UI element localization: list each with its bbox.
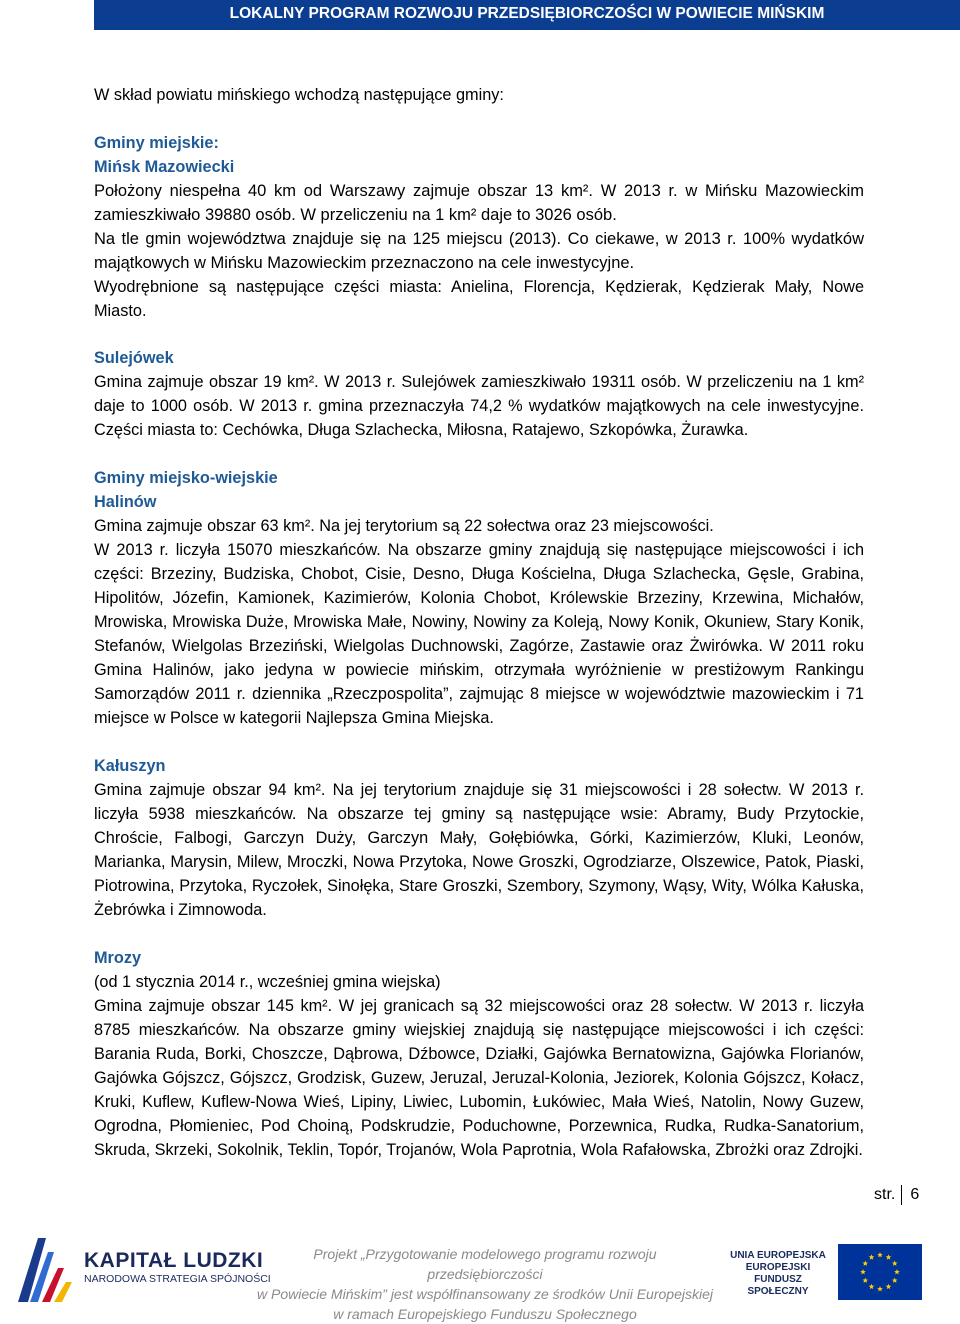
gmina-name-sulejowek: Sulejówek [94, 349, 174, 367]
kapital-ludzki-title: KAPITAŁ LUDZKI [84, 1249, 264, 1272]
gmina-name-halinow: Halinów [94, 493, 157, 511]
kapital-ludzki-text [84, 1250, 271, 1286]
section-heading-miejskie: Gminy miejskie: [94, 134, 219, 152]
header-bar [94, 0, 960, 30]
gmina-name-kaluszyn: Kałuszyn [94, 757, 166, 775]
minsk-text-3: Wyodrębnione są następujące części miasta: Anielina, Florencja, Kędzierak, Kędzierak Mały, Nowe Miasto. [94, 278, 864, 320]
section-heading-miejsko-wiejskie: Gminy miejsko-wiejskie [94, 469, 278, 487]
halinow-text-1: Gmina zajmuje obszar 63 km². Na jej terytorium są 22 sołectwa oraz 23 miejscowości. [94, 517, 714, 535]
footer [0, 1222, 960, 1322]
intro-text: W skład powiatu mińskiego wchodzą następujące gminy: [94, 86, 504, 104]
halinow-text-2: W 2013 r. liczyła 15070 mieszkańców. Na obszarze gminy znajdują się następujące miejscowości i ich części: Brzeziny, Budziska, Chobot, Cisie, Desno, Długa Kościelna, Długa Szlachecka, Gęsle, Grabina, Hipolitów, Józefin, Kamionek, Kazimierów, Kolonia Chobot, Królewskie Brzeziny, Krzewina, Michałów, Mrowiska, Mrowiska Duże, Mrowiska Małe, Nowiny, Nowiny za Koleją, Nowy Konik, Okuniew, Stary Konik, Stefanów, Wielgolas Brzeziński, Wielgolas Duchnowski, Zagórze, Zastawie oraz Żwirówka. W 2011 roku Gmina Halinów, jako jedyna w powiecie mińskim, otrzymała wyróżnienie w prestiżowym Rankingu Samorządów 2011 r. dziennika „Rzeczpospolita”, zajmując 8 miejsce w województwie mazowieckim i 71 miejsce w Polsce w kategorii Najlepsza Gmina Miejska. [94, 541, 864, 727]
eu-line-1: UNIA EUROPEJSKA [730, 1250, 826, 1261]
gmina-name-minsk: Mińsk Mazowiecki [94, 158, 235, 176]
eu-line-3: FUNDUSZ SPOŁECZNY [747, 1274, 809, 1297]
page-number-value: 6 [910, 1186, 920, 1203]
kapital-ludzki-logo-icon [8, 1232, 80, 1309]
project-line-1: Projekt „Przygotowanie modelowego programu rozwoju przedsiębiorczości [313, 1246, 657, 1282]
header-title: LOKALNY PROGRAM ROZWOJU PRZEDSIĘBIORCZOŚCI W POWIECIE MIŃSKIM [229, 5, 825, 22]
eu-line-2: EUROPEJSKI [745, 1262, 811, 1273]
mrozy-note: (od 1 stycznia 2014 r., wcześniej gmina wiejska) [94, 973, 441, 991]
kapital-ludzki-subtitle: NARODOWA STRATEGIA SPÓJNOŚCI [84, 1273, 271, 1285]
project-info [255, 1244, 715, 1324]
minsk-text-1: Położony niespełna 40 km od Warszawy zajmuje obszar 13 km². W 2013 r. w Mińsku Mazowieckim zamieszkiwało 39880 osób. W przeliczeniu na 1 km² daje to 3026 osób. [94, 182, 864, 224]
page-number [874, 1185, 919, 1205]
project-line-3: w ramach Europejskiego Funduszu Społecznego [333, 1306, 637, 1322]
kaluszyn-text: Gmina zajmuje obszar 94 km². Na jej terytorium znajduje się 31 miejscowości i 28 sołectw. W 2013 r. liczyła 5938 mieszkańców. Na obszarze tej gminy są następujące wsie: Abramy, Budy Przytockie, Chroście, Falbogi, Garczyn Duży, Garczyn Mały, Gołębiówka, Górki, Kazimierzów, Kluki, Leonów, Marianka, Marysin, Milew, Mroczki, Nowa Przytoka, Nowe Groszki, Ogrodziarze, Olszewice, Patok, Piaski, Piotrowina, Przytoka, Ryczołek, Sinołęka, Stare Groszki, Szembory, Szymony, Wąsy, Wity, Wólka Kałuska, Żebrówka i Zimnowoda. [94, 781, 864, 919]
page-prefix: str. [874, 1186, 896, 1203]
document-body [94, 83, 864, 1162]
page-separator [901, 1185, 902, 1205]
minsk-text-2: Na tle gmin województwa znajduje się na 125 miejscu (2013). Co ciekawe, w 2013 r. 100% wydatków majątkowych w Mińsku Mazowieckim przeznaczono na cele inwestycyjne. [94, 230, 864, 272]
mrozy-text: Gmina zajmuje obszar 145 km². W jej granicach są 32 miejscowości oraz 28 sołectw. W 2013 r. liczyła 8785 mieszkańców. Na obszarze gminy wiejskiej znajdują się następujące miejscowości i ich części: Barania Ruda, Borki, Choszcze, Dąbrowa, Dźbowce, Działki, Gajówka Bernatowizna, Gajówka Florianów, Gajówka Gójszcz, Gójszcz, Grodzisk, Guzew, Jeruzal, Jeruzal-Kolonia, Jeziorek, Kolonia Gójszcz, Kołacz, Kruki, Kuflew, Kuflew-Nowa Wieś, Lipiny, Liwiec, Lubomin, Łukówiec, Mała Wieś, Natolin, Nowy Guzew, Ogrodna, Płomieniec, Pod Choiną, Podskrudzie, Poduchowne, Porzewnica, Rudka, Rudka-Sanatorium, Skruda, Skrzeki, Sokolnik, Teklin, Topór, Trojanów, Wola Paprotnia, Wola Rafałowska, Zbrożki oraz Zdrojki. [94, 997, 864, 1159]
gmina-name-mrozy: Mrozy [94, 949, 142, 967]
sulejowek-text: Gmina zajmuje obszar 19 km². W 2013 r. Sulejówek zamieszkiwało 19311 osób. W przeliczeniu na 1 km² daje to 1000 osób. W 2013 r. gmina przeznaczyła 74,2 % wydatków majątkowych na cele inwestycyjne. Części miasta to: Cechówka, Długa Szlachecka, Miłosna, Ratajewo, Szkopówka, Żurawka. [94, 373, 864, 439]
eu-flag-icon [838, 1244, 922, 1305]
eu-text [728, 1250, 828, 1298]
project-line-2: w Powiecie Mińskim” jest współfinansowany ze środków Unii Europejskiej [257, 1286, 713, 1302]
